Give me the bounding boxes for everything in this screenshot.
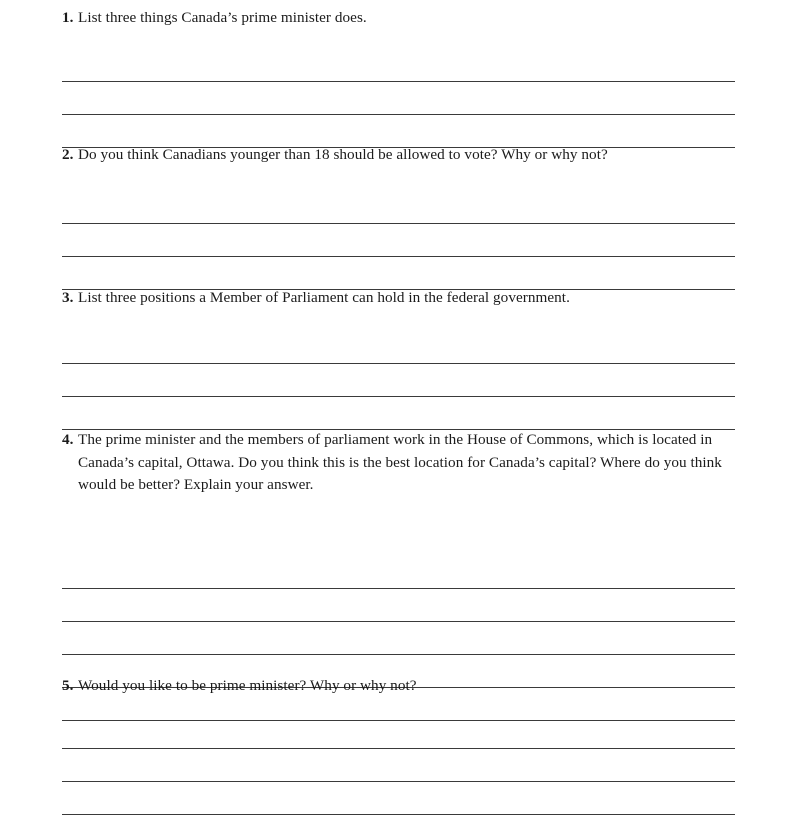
question-number-4: 4. — [62, 431, 74, 448]
question-block-2 — [0, 144, 800, 167]
question-block-1 — [0, 7, 800, 30]
answer-line[interactable] — [62, 621, 735, 622]
question-prompt-1: List three things Canada’s prime minister does. — [78, 9, 367, 26]
question-block-3 — [0, 287, 800, 310]
question-text-1 — [0, 7, 800, 30]
answer-line[interactable] — [62, 720, 735, 721]
question-prompt-3: List three positions a Member of Parliament can hold in the federal government. — [78, 289, 570, 306]
question-number-2: 2. — [62, 146, 74, 163]
answer-line[interactable] — [62, 223, 735, 224]
answer-line[interactable] — [62, 396, 735, 397]
answer-line[interactable] — [62, 114, 735, 115]
question-block-4 — [0, 429, 800, 497]
answer-line[interactable] — [62, 81, 735, 82]
answer-line[interactable] — [62, 588, 735, 589]
question-prompt-4: The prime minister and the members of parliament work in the House of Commons, which is located in Canada’s capital, Ottawa. Do you think this is the best location for Canada’s capital? Where do you think would be better? Explain your answer. — [78, 431, 722, 494]
question-text-4 — [0, 429, 800, 497]
question-number-5: 5. — [62, 677, 74, 694]
question-prompt-2: Do you think Canadians younger than 18 should be allowed to vote? Why or why not? — [78, 146, 608, 163]
question-text-2 — [0, 144, 800, 167]
answer-line[interactable] — [62, 814, 735, 815]
answer-line[interactable] — [62, 748, 735, 749]
answer-line[interactable] — [62, 654, 735, 655]
question-prompt-5: Would you like to be prime minister? Why or why not? — [78, 677, 417, 694]
question-text-3 — [0, 287, 800, 310]
answer-line[interactable] — [62, 781, 735, 782]
answer-line[interactable] — [62, 256, 735, 257]
answer-line[interactable] — [62, 363, 735, 364]
question-text-5 — [0, 675, 800, 698]
question-number-3: 3. — [62, 289, 74, 306]
question-number-1: 1. — [62, 9, 74, 26]
question-block-5 — [0, 675, 800, 698]
